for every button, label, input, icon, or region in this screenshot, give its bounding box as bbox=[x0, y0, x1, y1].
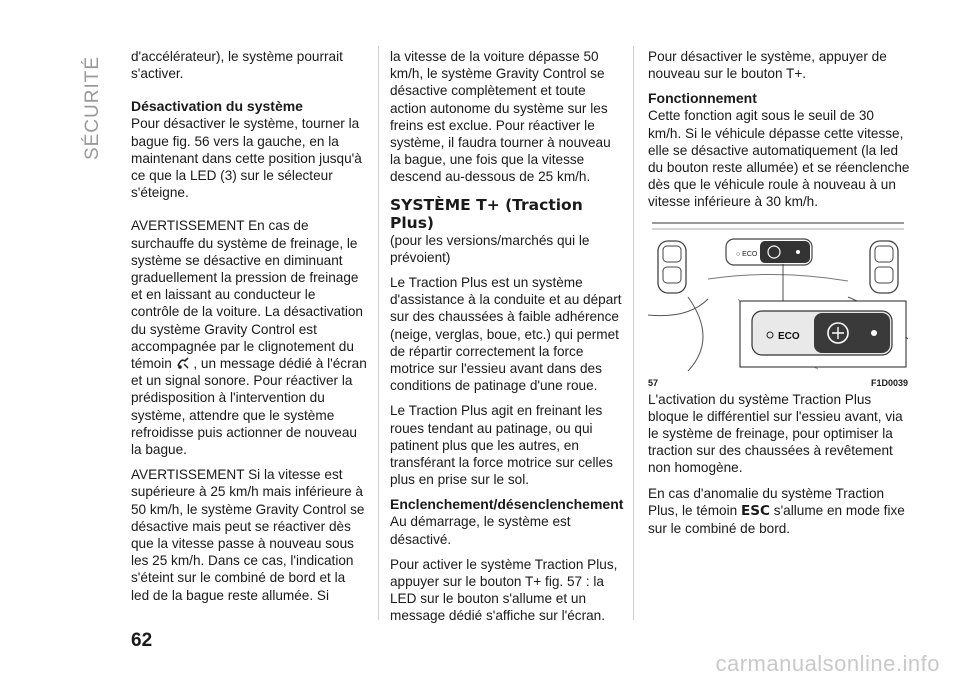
esc-text-b: s'allume en mode fixe sur le combiné de bord. bbox=[648, 502, 905, 537]
column-1 bbox=[131, 48, 367, 612]
figure-number: 57 bbox=[648, 377, 659, 388]
paragraph: Pour activer le système Traction Plus, appuyer sur le bouton T+ fig. 57 : la LED sur le bouton s'allume et un message dédié s'affiche sur l'écran. bbox=[390, 556, 618, 624]
column-divider bbox=[633, 46, 634, 620]
heading-enable-disable: Enclenchement/désenclenchement bbox=[390, 496, 624, 513]
heading-traction-plus: SYSTÈME T+ (Traction Plus) bbox=[390, 195, 583, 232]
column-divider bbox=[378, 46, 379, 620]
section-tab bbox=[78, 48, 108, 168]
figure-code: F1D0039 bbox=[870, 377, 908, 388]
gravity-control-warning-icon bbox=[176, 356, 190, 370]
paragraph: Le Traction Plus agit en freinant les roues tendant au patinage, ou qui patinent plus que les autres, en transférant la force motrice sur celles plus en prise sur le sol. bbox=[390, 403, 613, 488]
page-number: 62 bbox=[131, 630, 153, 651]
warning-paragraph bbox=[131, 217, 367, 458]
figure-57 bbox=[648, 219, 908, 387]
figure-caption bbox=[648, 375, 908, 392]
column-2 bbox=[390, 48, 623, 633]
warning-paragraph-2: AVERTISSEMENT Si la vitesse est supérieure à 25 km/h mais inférieure à 50 km/h, le système Gravity Control se désactive mais peut se réactiver dès que la vitesse passe à nouveau sous les 25 km/h. Dans ce cas, l'indication s'éteint sur le combiné de bord et la led de la bague reste allumée. Si bbox=[131, 467, 365, 603]
paragraph: L'activation du système Traction Plus bloque le différentiel sur l'essieu avant, via le système de freinage, pour optimiser la traction sur des chaussées à revêtement non homogène. bbox=[648, 391, 903, 476]
paragraph: Au démarrage, le système est désactivé. bbox=[390, 514, 571, 547]
paragraph: Pour désactiver le système, tourner la bague fig. 56 vers la gauche, en la maintenant dans cette position jusqu'à ce que la LED (3) sur le sélecteur s'éteigne. bbox=[131, 116, 362, 201]
heading-operation: Fonctionnement bbox=[648, 90, 757, 107]
heading-deactivation: Désactivation du système bbox=[131, 98, 303, 115]
dashboard-illustration bbox=[648, 219, 908, 371]
paragraph: la vitesse de la voiture dépasse 50 km/h, le système Gravity Control se désactive complètement et toute action autonome du système sur les freins est exclue. Pour réactiver le système, il faudra tourner à nouveau la bague, une fois que la vitesse descend au-dessous de 25 km/h. bbox=[390, 49, 611, 185]
paragraph: d'accélérateur), le système pourrait s'activer. bbox=[131, 49, 343, 82]
paragraph: (pour les versions/marchés qui le prévoient) bbox=[390, 232, 590, 265]
paragraph: Pour désactiver le système, appuyer de nouveau sur le bouton T+. bbox=[648, 49, 887, 82]
esc-warning-icon: ESC bbox=[740, 502, 770, 519]
paragraph: Cette fonction agit sous le seuil de 30 km/h. Si le véhicule dépasse cette vitesse, elle se désactive automatiquement (la led du bouton reste allumée) et se réenclenche dès que le véhicule roule à nouveau à un vitesse inférieure à 30 km/h. bbox=[648, 108, 910, 210]
paragraph: Le Traction Plus est un système d'assistance à la conduite et au départ sur des chaussées à faible adhérence (neige, verglas, boue, etc.) qui permet de répartir correctement la force motrice sur l'essieu avant dans des conditions de patinage d'une roue. bbox=[390, 275, 622, 394]
column-3 bbox=[648, 48, 910, 545]
esc-text-a: En cas d'anomalie du système Traction Plus, le témoin bbox=[648, 485, 885, 518]
svg-text:○ ECO: ○ ECO bbox=[736, 250, 758, 258]
warning-text-b: , un message dédié à l'écran et un signal sonore. Pour réactiver la prédisposition à l'intervention du système, attendre que le système refroidisse puis actionner de nouveau la bague. bbox=[131, 356, 367, 458]
esc-paragraph bbox=[648, 485, 910, 538]
section-title: SÉCURITÉ bbox=[82, 55, 103, 161]
eco-label: ECO bbox=[778, 330, 800, 342]
watermark: carmanualsonline.info bbox=[715, 651, 940, 676]
warning-text-a: AVERTISSEMENT En cas de surchauffe du système de freinage, le système se désactive en diminuant graduellement la pression de freinage et en laissant au conducteur le contrôle de la voiture. La désactivation du système Gravity Control est accompagnée par le clignotement du témoin bbox=[131, 218, 363, 372]
